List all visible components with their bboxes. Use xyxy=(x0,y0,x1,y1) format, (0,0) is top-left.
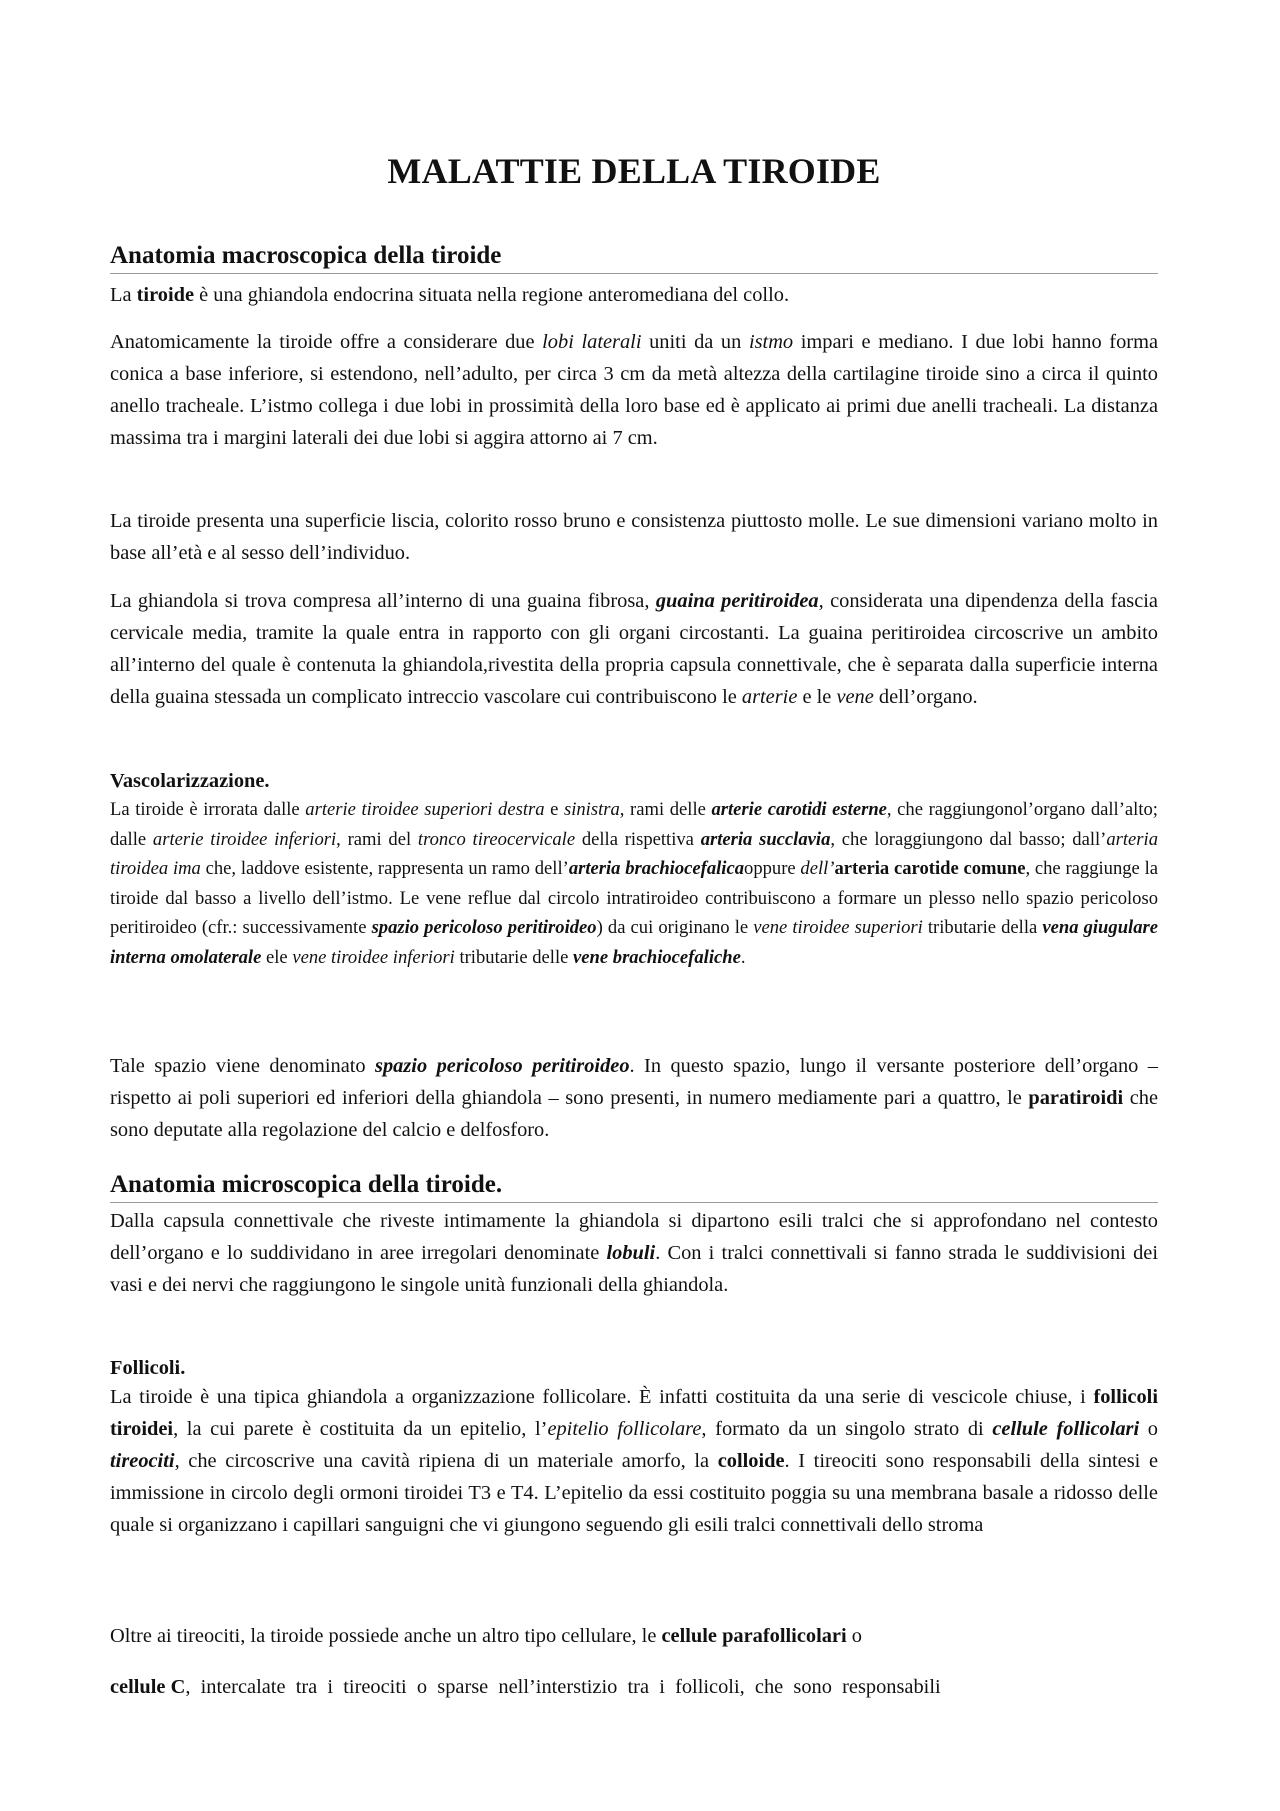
section-heading-macro: Anatomia macroscopica della tiroide xyxy=(110,240,1158,274)
paragraph-macro-3: La tiroide presenta una superficie liscia, colorito rosso bruno e consistenza piuttosto molle. Le sue dimensioni variano molto in base all’età e al sesso dell’individuo. xyxy=(110,510,1158,564)
page-title: MALATTIE DELLA TIROIDE xyxy=(387,151,881,191)
subheading-vascolarizzazione: Vascolarizzazione. xyxy=(110,770,270,792)
paragraph-macro-1: La tiroide è una ghiandola endocrina situata nella regione anteromediana del collo. xyxy=(110,284,790,306)
paragraph-macro-2: Anatomicamente la tiroide offre a considerare due lobi laterali uniti da un istmo impari e mediano. I due lobi hanno forma conica a base inferiore, si estendono, nell’adulto, per circa 3 cm da metà altezza della cartilagine tiroide sino a circa il quinto anello tracheale. L’istmo collega i due lobi in prossimità della loro base ed è applicato ai primi due anelli tracheali. La distanza massima tra i margini laterali dei due lobi si aggira attorno ai 7 cm. xyxy=(110,331,1158,449)
paragraph-micro-1: Dalla capsula connettivale che riveste intimamente la ghiandola si dipartono esili tralci che si approfondano nel contesto dell’organo e lo suddividano in aree irregolari denominate lobuli. Con i tralci connettivali si fanno strada le suddivisioni dei vasi e dei nervi che raggiungono le singole unità funzionali della ghiandola. xyxy=(110,1210,1159,1296)
paragraph-vasc-1: La tiroide è irrorata dalle arterie tiroidee superiori destra e sinistra, rami delle arterie carotidi esterne, che raggiungonol’organo dall’alto; dalle arterie tiroidee inferiori, rami del tronco tireocervicale della rispettiva arteria succlavia, che loraggiungono dal basso; dall’arteria tiroidea ima che, laddove esistente, rappresenta un ramo dell’arteria brachiocefalicaoppure dell’arteria carotide comune, che raggiunge la tiroide dal basso a livello dell’istmo. Le vene reflue dal circolo intratiroideo contribuiscono a formare un plesso nello spazio pericoloso peritiroideo (cfr.: successivamente spazio pericoloso peritiroideo) da cui originano le vene tiroidee superiori tributarie della vena giugulare interna omolaterale ele vene tiroidee inferiori tributarie delle vene brachiocefaliche. xyxy=(110,799,1159,968)
paragraph-foll-1: La tiroide è una tipica ghiandola a organizzazione follicolare. È infatti costituita da una serie di vescicole chiuse, i follicoli tiroidei, la cui parete è costituita da un epitelio, l’epitelio follicolare, formato da un singolo strato di cellule follicolari o tireociti, che circoscrive una cavità ripiena di un materiale amorfo, la colloide. I tireociti sono responsabili della sintesi e immissione in circolo degli ormoni tiroidei T3 e T4. L’epitelio da essi costituito poggia su una membrana basale a ridosso delle quale si organizzano i capillari sanguigni che vi giungono seguendo gli esili tralci connettivali dello stroma xyxy=(110,1386,1158,1536)
paragraph-foll-2: Oltre ai tireociti, la tiroide possiede anche un altro tipo cellulare, le cellule parafollicolari o xyxy=(110,1625,862,1647)
paragraph-vasc-2: Tale spazio viene denominato spazio pericoloso peritiroideo. In questo spazio, lungo il versante posteriore dell’organo – rispetto ai poli superiori ed inferiori della ghiandola – sono presenti, in numero mediamente pari a quattro, le paratiroidi che sono deputate alla regolazione del calcio e delfosforo. xyxy=(110,1055,1158,1141)
section-heading-micro: Anatomia microscopica della tiroide. xyxy=(110,1169,1158,1203)
subheading-follicoli: Follicoli. xyxy=(110,1357,186,1379)
paragraph-macro-4: La ghiandola si trova compresa all’interno di una guaina fibrosa, guaina peritiroidea, considerata una dipendenza della fascia cervicale media, tramite la quale entra in rapporto con gli organi circostanti. La guaina peritiroidea circoscrive un ambito all’interno del quale è contenuta la ghiandola,rivestita della propria capsula connettivale, che è separata dalla superficie interna della guaina stessada un complicato intreccio vascolare cui contribuiscono le arterie e le vene dell’organo. xyxy=(110,590,1158,708)
paragraph-foll-3: cellule C, intercalate tra i tireociti o sparse nell’interstizio tra i follicoli, che sono responsabili xyxy=(110,1676,941,1698)
